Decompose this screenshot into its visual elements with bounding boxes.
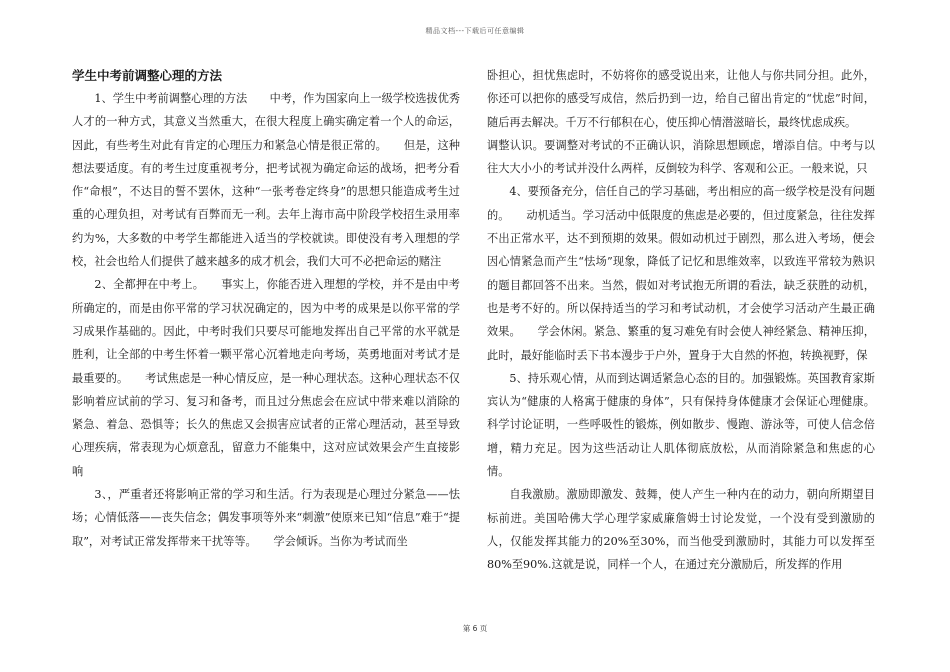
paragraph: 1、学生中考前调整心理的方法 中考，作为国家向上一级学校选拔优秀人才的一种方式，其意义当然重大，在很大程度上确实确定着一个人的命运，因此，有些考生对此有肯定的心理压力和紧急心情是很正常的。 但是，这种想法要适度。有的考生过度重视考分，把考试视为确定命运的战场，把考分看作“命根”，不达目的誓不罢休，这种“一张考卷定终身”的思想只能造成考生过重的心理负担，对考试有百弊而无一利。去年上海市高中阶段学校招生录用率约为%，大多数的中考学生都能进入适当的学校就读。即使没有考入理想的学校，社会也给人们提供了越来越多的成才机会，我们大可不必把命运的赌注 [72, 92, 460, 269]
paragraph: 卧担心，担忧焦虑时，不妨将你的感受说出来，让他人与你共同分担。此外，你还可以把你的感受写成信，然后扔到一边，给自己留出肯定的“忧虑”时间，随后再去解决。千万不行郁积在心，使压抑心情潜滋暗长，最终忧虑成疾。 [487, 69, 875, 129]
paragraph: 5、持乐观心情，从而到达调适紧急心态的目的。加强锻炼。英国教育家斯宾认为“健康的人格寓于健康的身体”，只有保持身体健康才会保证心理健康。科学讨论证明，一些呼吸性的锻炼，例如散步、慢跑、游泳等，可使人信念倍增，精力充足。因为这些活动让人肌体彻底放松，从而消除紧急和焦虑的心情。 [487, 371, 875, 479]
paragraph: 调整认识。要调整对考试的不正确认识，消除思想顾虑，增添自信。中考与以往大大小小的考试并没什么两样，反倒较为科学、客观和公正。一般来说，只 [487, 138, 875, 176]
paragraph: 2、全都押在中考上。 事实上，你能否进入理想的学校，并不是由中考所确定的，而是由你平常的学习状况确定的，因为中考的成果是以你平常的学习成果作基础的。因此，中考时我们只要尽可能地发挥出自己平常的水平就是胜利，让全部的中考生怀着一颗平常心沉着地走向考场，英勇地面对考试才是最重要的。 考试焦虑是一种心情反应，是一种心理状态。这种心理状态不仅影响着应试前的学习、复习和备考，而且过分焦虑会在应试中带来难以消除的紧急、着急、恐惧等；长久的焦虑又会损害应试者的正常心理活动，甚至导致心理疾病，常表现为心烦意乱，留意力不能集中，这对应试效果会产生直接影响 [72, 278, 460, 478]
paragraph: 4、要预备充分，信任自己的学习基础，考出相应的高一级学校是没有问题的。 动机适当。学习活动中低限度的焦虑是必要的，但过度紧急，往往发挥不出正常水平，达不到预期的效果。假如动机过于剧烈，那么进入考场，便会因心情紧急而产生“怯场”现象，降低了记忆和思维效率，以致连平常较为熟识的题目都回答不出来。当然，假如对考试抱无所谓的看法，缺乏获胜的动机，也是考不好的。所以保持适当的学习和考试动机，才会使学习活动产生最正确效果。 学会休闲。紧急、繁重的复习难免有时会使人神经紧急、精神压抑，此时，最好能临时丢下书本漫步于户外，置身于大自然的怀抱，转换视野，保 [487, 185, 875, 362]
paragraph: 自我激励。激励即激发、鼓舞，使人产生一种内在的动力，朝向所期望目标前进。美国哈佛大学心理学家威廉詹姆士讨论发觉，一个没有受到激励的人，仅能发挥其能力的20%至30%，而当他受到激励时，其能力可以发挥至80%至90%.这就是说，同样一个人，在通过充分激励后，所发挥的作用 [487, 488, 875, 572]
page-header: 精品文档---下载后可任意编辑 [425, 27, 525, 35]
article-title: 学生中考前调整心理的方法 [72, 68, 223, 83]
left-column [72, 64, 460, 553]
paragraph: 3、，严重者还将影响正常的学习和生活。行为表现是心理过分紧急——怯场；心情低落——丧失信念；偶发事项等外来“刺激”使原来已知“信息”难于“提取”，对考试正常发挥带来干扰等等。 学会倾诉。当你为考试而坐 [72, 488, 460, 548]
page-number: 第 6 页 [462, 624, 488, 633]
right-column [487, 64, 875, 577]
